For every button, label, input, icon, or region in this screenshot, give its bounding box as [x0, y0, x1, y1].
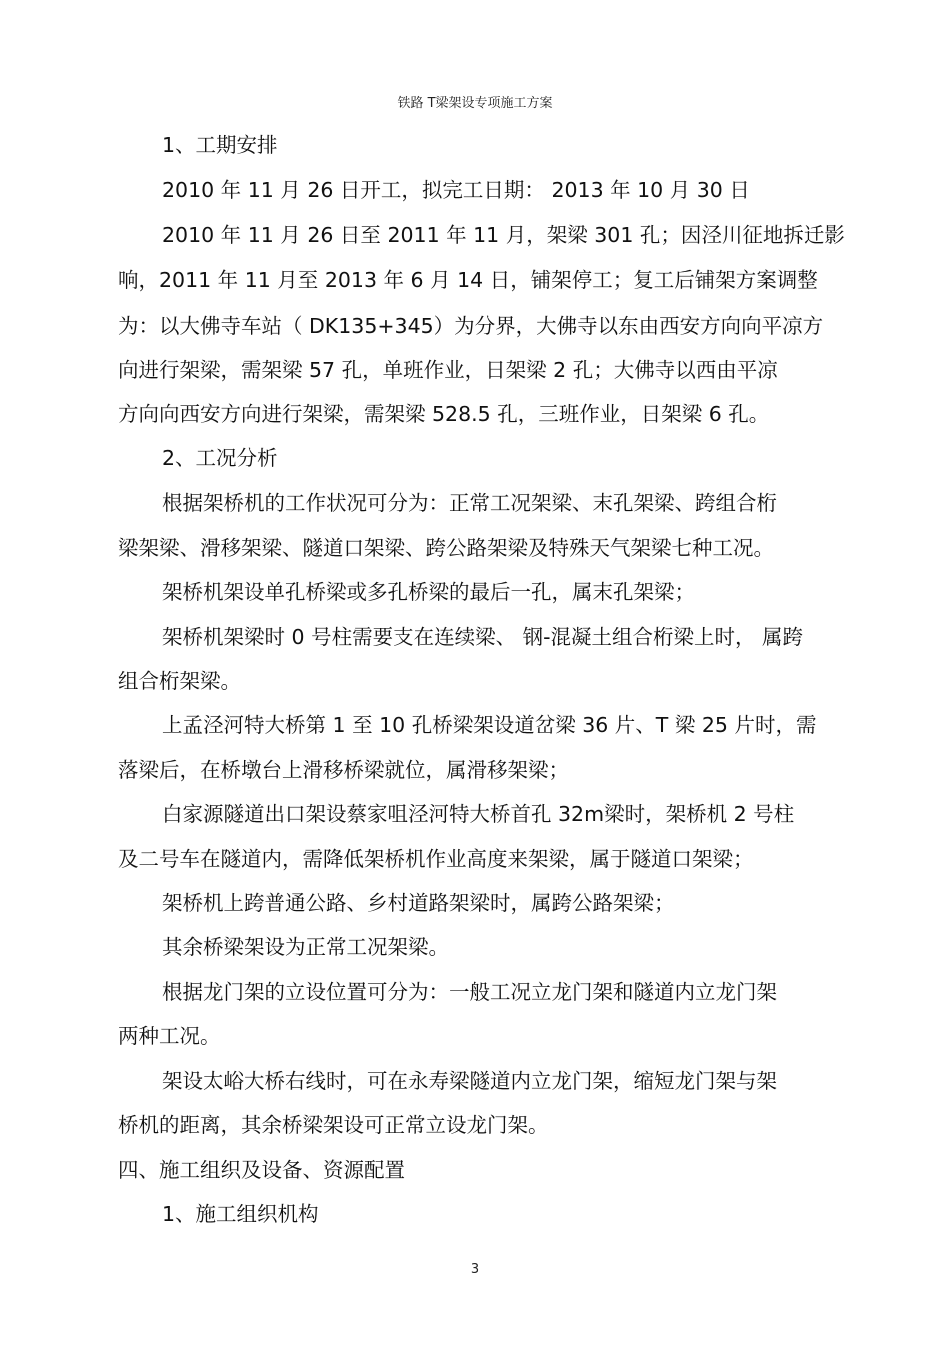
paragraph-line: 2010 年 11 月 26 日至 2011 年 11 月，架梁 301 孔；因泾川征地拆迁影 [162, 223, 845, 247]
paragraph-line: 架桥机架设单孔桥梁或多孔桥梁的最后一孔，属末孔架梁； [162, 580, 695, 604]
section-heading-schedule: 1、工期安排 [162, 133, 278, 157]
paragraph-line: 两种工况。 [118, 1024, 221, 1048]
paragraph-line: 其余桥梁架设为正常工况架梁。 [162, 935, 449, 959]
chapter-heading-organization: 四、施工组织及设备、资源配置 [118, 1158, 405, 1182]
paragraph-line: 2010 年 11 月 26 日开工，拟完工日期： 2013 年 10 月 30 日 [162, 178, 750, 202]
paragraph-line: 向进行架梁，需架梁 57 孔，单班作业，日架梁 2 孔；大佛寺以西由平凉 [118, 358, 778, 382]
paragraph-line: 架设太峪大桥右线时，可在永寿梁隧道内立龙门架，缩短龙门架与架 [162, 1069, 777, 1093]
paragraph-line: 白家源隧道出口架设蔡家咀泾河特大桥首孔 32m梁时，架桥机 2 号柱 [162, 802, 795, 826]
paragraph-line: 架桥机架梁时 0 号柱需要支在连续梁、 钢-混凝土组合桁梁上时， 属跨 [162, 625, 804, 649]
paragraph-line: 根据架桥机的工作状况可分为：正常工况架梁、末孔架梁、跨组合桁 [162, 491, 777, 515]
paragraph-line: 根据龙门架的立设位置可分为：一般工况立龙门架和隧道内立龙门架 [162, 980, 777, 1004]
paragraph-line: 架桥机上跨普通公路、乡村道路架梁时，属跨公路架梁； [162, 891, 675, 915]
page-header: 铁路 T梁架设专项施工方案 [397, 96, 553, 111]
paragraph-line: 桥机的距离，其余桥梁架设可正常立设龙门架。 [118, 1113, 549, 1137]
paragraph-line: 响，2011 年 11 月至 2013 年 6 月 14 日，铺架停工；复工后铺架方案调整 [118, 268, 818, 292]
paragraph-line: 为：以大佛寺车站（ DK135+345）为分界，大佛寺以东由西安方向向平凉方 [118, 314, 824, 338]
paragraph-line: 组合桁架梁。 [118, 669, 241, 693]
section-heading-analysis: 2、工况分析 [162, 446, 278, 470]
paragraph-line: 梁架梁、滑移架梁、隧道口架梁、跨公路架梁及特殊天气架梁七种工况。 [118, 536, 774, 560]
paragraph-line: 上孟泾河特大桥第 1 至 10 孔桥梁架设道岔梁 36 片、T 梁 25 片时，需 [162, 713, 817, 737]
section-heading-structure: 1、施工组织机构 [162, 1202, 319, 1226]
paragraph-line: 方向向西安方向进行架梁，需架梁 528.5 孔，三班作业，日架梁 6 孔。 [118, 402, 770, 426]
paragraph-line: 及二号车在隧道内，需降低架桥机作业高度来架梁，属于隧道口架梁； [118, 847, 754, 871]
page-number: 3 [470, 1262, 480, 1277]
paragraph-line: 落梁后，在桥墩台上滑移桥梁就位，属滑移架梁； [118, 758, 569, 782]
